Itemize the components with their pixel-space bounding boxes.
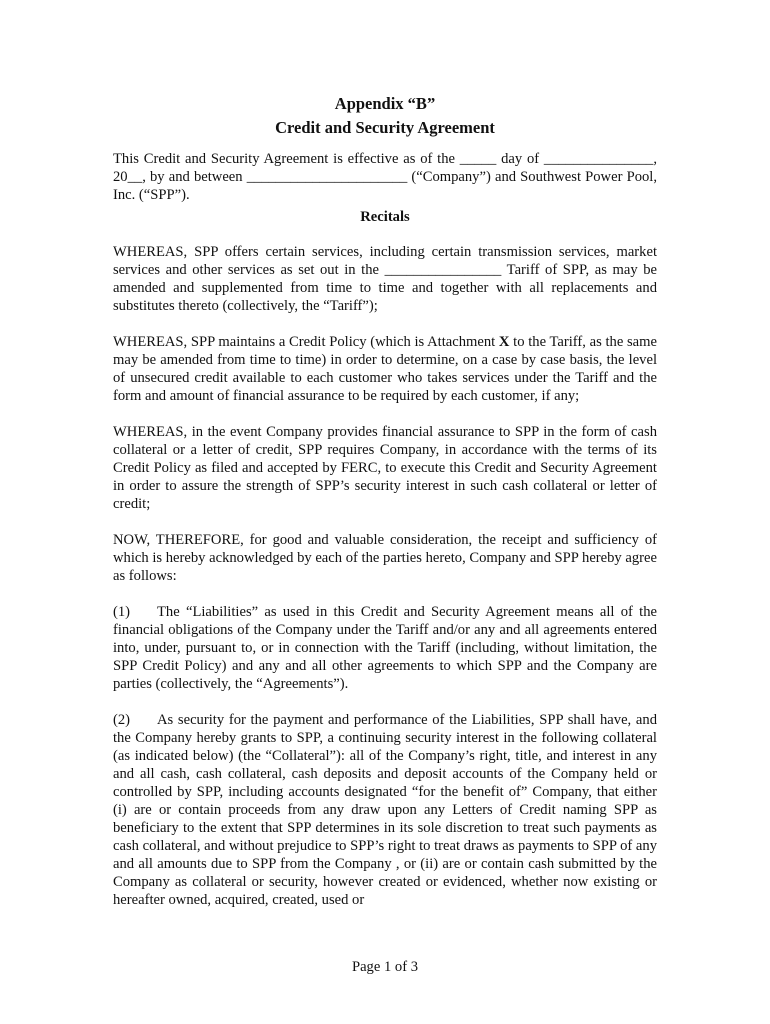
intro-paragraph: This Credit and Security Agreement is effective as of the _____ day of _______________, 20__, by and between ______________________ (“Company”) and Southwest Power Pool, Inc. (“SPP”).: [113, 151, 657, 203]
now-therefore-paragraph: NOW, THEREFORE, for good and valuable consideration, the receipt and sufficiency of which is hereby acknowledged by each of the parties hereto, Company and SPP hereby agree as follows:: [113, 532, 657, 584]
title-appendix: Appendix “B”: [334, 94, 436, 113]
title-agreement: Credit and Security Agreement: [275, 118, 495, 137]
document-title: [113, 92, 657, 140]
page-number-footer: Page 1 of 3: [351, 959, 419, 975]
section-1-paragraph: [113, 603, 657, 693]
section-1-text: The “Liabilities” as used in this Credit and Security Agreement means all of the financial obligations of the Company under the Tariff and/or any and all agreements entered into, under, pursuant to, or in connection with the Tariff (including, without limitation, the SPP Credit Policy) and any and all other agreements to which SPP and the Company are parties (collectively, the “Agreements”).: [113, 604, 657, 692]
attachment-letter: X: [498, 334, 510, 350]
whereas-paragraph-1: WHEREAS, SPP offers certain services, including certain transmission services, market services and other services as set out in the ________________ Tariff of SPP, as may be amended and supplemented from time to time and together with all replacements and substitutes thereto (collectively, the “Tariff”);: [113, 244, 657, 314]
whereas-2-text-b: to the Tariff, as the same may be amended from time to time) in order to determine, on a case by case basis, the level of unsecured credit available to each customer who takes services under the Tariff and the form and amount of financial assurance to be required by each customer, if any;: [113, 334, 657, 404]
section-1-number: (1): [113, 604, 131, 620]
whereas-paragraph-3: WHEREAS, in the event Company provides financial assurance to SPP in the form of cash collateral or a letter of credit, SPP requires Company, in accordance with the terms of its Credit Policy as filed and accepted by FERC, to execute this Credit and Security Agreement in order to assure the strength of SPP’s security interest in such cash collateral or letter of credit;: [113, 424, 657, 512]
section-2-text: As security for the payment and performance of the Liabilities, SPP shall have, and the Company hereby grants to SPP, a continuing security interest in the following collateral (as indicated below) (the “Collateral”): all of the Company’s right, title, and interest in any and all cash, cash collateral, cash deposits and deposit accounts of the Company held or controlled by SPP, including accounts designated “for the benefit of” Company, that either (i) are or contain proceeds from any draw upon any Letters of Credit naming SPP as beneficiary to the extent that SPP determines in its sole discretion to treat such payments as cash collateral, and without prejudice to SPP’s right to treat draws as payments to SPP of any and all amounts due to SPP from the Company , or (ii) are or contain cash submitted by the Company as collateral or security, however created or evidenced, whether now existing or hereafter owned, acquired, created, used or: [113, 712, 657, 908]
recitals-heading: Recitals: [360, 209, 410, 225]
section-2-number: (2): [113, 712, 131, 728]
whereas-2-text-a: WHEREAS, SPP maintains a Credit Policy (which is Attachment: [113, 334, 499, 350]
whereas-paragraph-2: [113, 333, 657, 405]
document-body: [113, 92, 657, 927]
section-2-paragraph: [113, 711, 657, 909]
